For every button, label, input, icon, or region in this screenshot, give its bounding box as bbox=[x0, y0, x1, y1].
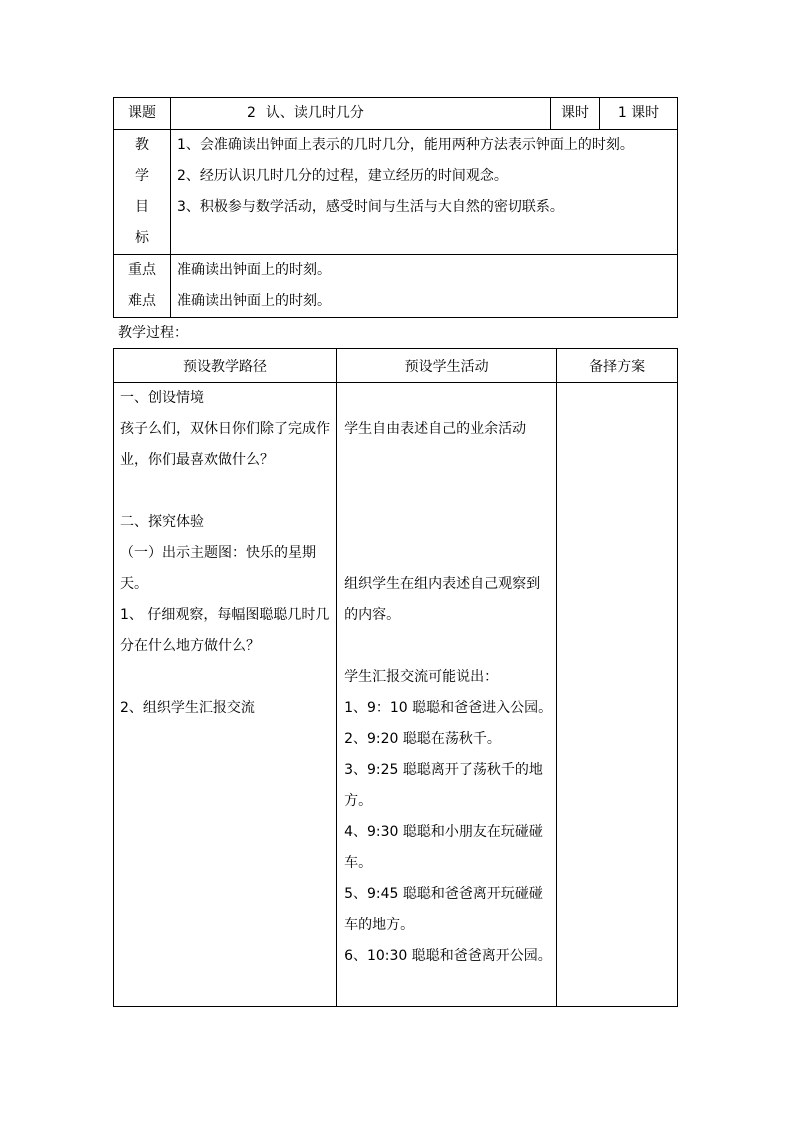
student-line bbox=[344, 445, 552, 476]
student-line bbox=[344, 507, 552, 538]
objective-item: 1、会准确读出钟面上表示的几时几分，能用两种方法表示钟面上的时刻。 bbox=[177, 137, 634, 153]
objectives-label-char: 教 bbox=[135, 137, 149, 153]
teacher-line: 1、 仔细观察，每幅图聪聪几时几分在什么地方做什么？ bbox=[120, 607, 330, 654]
header-teacher-path: 预设教学路径 bbox=[114, 349, 337, 383]
header-student-activity: 预设学生活动 bbox=[337, 349, 557, 383]
student-activity-cell bbox=[337, 383, 557, 1007]
objectives-label-char: 标 bbox=[135, 230, 149, 246]
alternative-plan-cell bbox=[557, 383, 678, 1007]
teacher-path-cell bbox=[114, 383, 337, 1007]
student-line: 2、9:20 聪聪在荡秋千。 bbox=[344, 731, 501, 747]
process-header-row bbox=[114, 349, 678, 383]
student-line: 4、9:30 聪聪和小朋友在玩碰碰车。 bbox=[344, 824, 543, 871]
topic-row bbox=[114, 98, 678, 130]
process-label: 教学过程： bbox=[118, 325, 188, 341]
teacher-line bbox=[120, 476, 330, 507]
topic-title: 认、读几时几分 bbox=[265, 105, 364, 121]
student-line: 3、9:25 聪聪离开了荡秋千的地方。 bbox=[344, 762, 543, 809]
teacher-line bbox=[120, 662, 330, 693]
teacher-line: 孩子么们，双休日你们除了完成作业，你们最喜欢做什么？ bbox=[120, 421, 330, 468]
period-value: 1 课时 bbox=[600, 98, 678, 130]
process-body-row bbox=[114, 383, 678, 1007]
objective-item: 2、经历认识几时几分的过程，建立经历的时间观念。 bbox=[177, 168, 508, 184]
student-line: 5、9:45 聪聪和爸爸离开玩碰碰车的地方。 bbox=[344, 886, 543, 933]
key-point-row bbox=[114, 255, 678, 287]
student-line bbox=[344, 383, 552, 414]
header-alternative-plan: 备择方案 bbox=[557, 349, 678, 383]
student-line: 组织学生在组内表述自己观察到的内容。 bbox=[344, 576, 541, 623]
topic-cell bbox=[171, 98, 551, 130]
topic-number: 2 bbox=[247, 105, 256, 121]
period-label: 课时 bbox=[551, 98, 600, 130]
difficulty-label: 难点 bbox=[114, 286, 171, 318]
key-point-text: 准确读出钟面上的时刻。 bbox=[171, 255, 678, 287]
objectives-label-char: 目 bbox=[135, 199, 149, 215]
teacher-line: 二、探究体验 bbox=[120, 514, 204, 530]
difficulty-text: 准确读出钟面上的时刻。 bbox=[171, 286, 678, 318]
student-line bbox=[344, 538, 552, 569]
lesson-info-table bbox=[113, 97, 678, 318]
objective-item: 3、积极参与数学活动，感受时间与生活与大自然的密切联系。 bbox=[177, 199, 564, 215]
key-point-label: 重点 bbox=[114, 255, 171, 287]
student-line bbox=[344, 476, 552, 507]
objectives-row bbox=[114, 130, 678, 255]
student-line: 1、9：10 聪聪和爸爸进入公园。 bbox=[344, 700, 553, 716]
topic-label: 课题 bbox=[114, 98, 171, 130]
teacher-line: 一、创设情境 bbox=[120, 390, 204, 406]
student-line: 学生自由表述自己的业余活动 bbox=[344, 421, 527, 437]
teaching-process-table bbox=[113, 348, 678, 1007]
objectives-label-char: 学 bbox=[135, 168, 149, 184]
objectives-label bbox=[114, 130, 171, 255]
student-line: 6、10:30 聪聪和爸爸离开公园。 bbox=[344, 948, 552, 964]
teacher-line: （一）出示主题图：快乐的星期天。 bbox=[120, 545, 316, 592]
objectives-content bbox=[171, 130, 678, 255]
difficulty-row bbox=[114, 286, 678, 318]
teacher-line: 2、组织学生汇报交流 bbox=[120, 700, 255, 716]
student-line: 学生汇报交流可能说出： bbox=[344, 669, 499, 685]
student-line bbox=[344, 631, 552, 662]
